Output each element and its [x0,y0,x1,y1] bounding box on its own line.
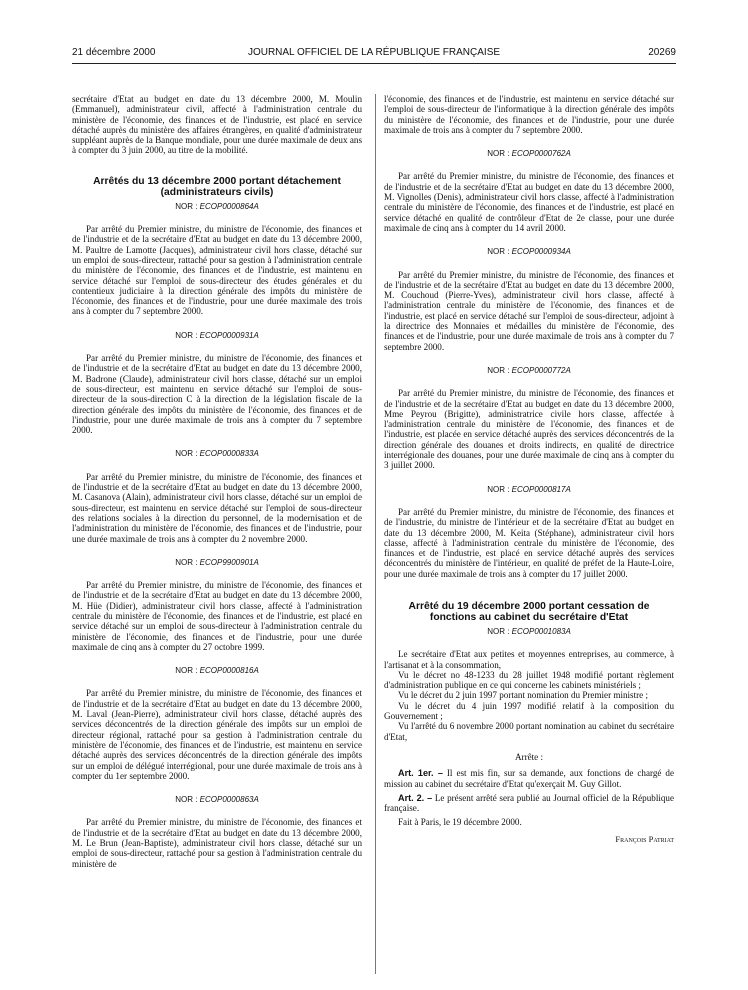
continued-paragraph: l'économie, des finances et de l'industrie, est maintenu en service détaché sur l'emploi de sous-directeur de l'informatique à la direction générale des impôts du ministère de l'économie, des finances et de l'industrie, pour une durée maximale de trois ans à compter du 7 septembre 2000. [384,94,674,135]
visa-paragraph: Vu le décret du 4 juin 1997 modifié relatif à la composition du Gouvernement ; [384,700,674,722]
section-title: Arrêté du 19 décembre 2000 portant cessation de fonctions au cabinet du secrétaire d'Etat [408,600,650,624]
left-column [72,94,362,869]
decree-paragraph: Par arrêté du Premier ministre, du ministre de l'économie, des finances et de l'industrie et de la secrétaire d'Etat au budget en date du 13 décembre 2000, M. Casanova (Alain), administrateur civil hors classe, détaché sur un emploi de sous-directeur, est maintenu en service détaché sur l'emploi de sous-directeur des relations sociales à la direction du personnel, de la modernisation et de l'administration du ministère de l'économie, des finances et de l'industrie, pour une durée maximale de trois ans à compter du 2 novembre 2000. [72,471,362,544]
decree-paragraph: Par arrêté du Premier ministre, du ministre de l'économie, des finances et de l'industrie et de la secrétaire d'Etat au budget en date du 13 décembre 2000, M. Hüe (Didier), administrateur civil hors classe, affecté à l'administration centrale du ministère de l'économie, des finances et de l'industrie, est placé en service détaché sur un emploi de sous-directeur à l'administration centrale du ministère de l'économie, des finances et de l'industrie, pour une durée maximale de cinq ans à compter du 27 octobre 1999. [72,580,362,652]
page-header [72,47,676,61]
section-title: Arrêtés du 13 décembre 2000 portant détachement (administrateurs civils) [93,175,341,199]
visa-paragraph: Vu l'arrêté du 6 novembre 2000 portant nomination au cabinet du secrétaire d'Etat, [384,721,674,742]
right-column [384,94,674,844]
continued-paragraph: secrétaire d'Etat au budget en date du 13 décembre 2000, M. Moulin (Emmanuel), administrateur civil, affecté à l'administration centrale du ministère de l'économie, des finances et de l'industrie, est placé en service détaché auprès du ministère des affaires étrangères, en qualité d'administrateur suppléant auprès de la Banque mondiale, pour une durée maximale de deux ans à compter du 3 juin 2000, au titre de la mobilité. [72,94,362,156]
decree-paragraph: Par arrêté du Premier ministre, du ministre de l'économie, des finances et de l'industrie et de la secrétaire d'Etat au budget en date du 13 décembre 2000, M. Le Brun (Jean-Baptiste), administrateur civil hors classe, détaché sur un emploi de sous-directeur, rattaché pour sa gestion à l'administration centrale du ministère de [72,817,362,869]
nor-reference: NOR : ECOP0000863A [175,795,259,805]
decree-paragraph: Par arrêté du Premier ministre, du ministre de l'économie, des finances et de l'industrie et de la secrétaire d'Etat au budget en date du 13 décembre 2000, M. Laval (Jean-Pierre), administrateur civil hors classe, détaché auprès des services déconcentrés de la direction générale des impôts sur un emploi de directeur régional, rattaché pour sa gestion à l'administration centrale du ministère de l'économie, des finances et de l'industrie, est maintenu en service détaché auprès des services déconcentrés de la direction générale des impôts sur un emploi de délégué interrégional, pour une durée maximale de trois ans à compter du 1er septembre 2000. [72,688,362,781]
article-1: Art. 1er. – Il est mis fin, sur sa demande, aux fonctions de chargé de mission au cabinet du secrétaire d'Etat qu'exerçait M. Guy Gillot. [384,768,675,789]
header-date: 21 décembre 2000 [72,47,156,58]
decree-paragraph: Par arrêté du Premier ministre, du ministre de l'économie, des finances et de l'industrie et de la secrétaire d'Etat au budget en date du 13 décembre 2000, Mme Peyrou (Brigitte), administratrice civile hors classe, affectée à l'administration centrale du ministère de l'économie, des finances et de l'industrie, est placée en service détaché auprès des services déconcentrés de la direction générale des douanes et droits indirects, en qualité de directrice interrégionale des douanes, pour une durée maximale de cinq ans à compter du 3 juillet 2000. [384,388,674,471]
nor-reference: NOR : ECOP0000772A [487,365,571,375]
nor-reference: NOR : ECOP0000864A [175,201,259,211]
nor-reference: NOR : ECOP0000833A [175,449,259,459]
nor-reference: NOR : ECOP0000762A [487,149,571,159]
nor-reference: NOR : ECOP0000817A [487,484,571,494]
visa-paragraph: Vu le décret du 2 juin 1997 portant nomination du Premier ministre ; [398,690,648,701]
decree-paragraph: Par arrêté du Premier ministre, du ministre de l'économie, des finances et de l'industrie et de la secrétaire d'Etat au budget en date du 13 décembre 2000, M. Couchoud (Pierre-Yves), administrateur civil hors classe, affecté à l'administration centrale du ministère de l'économie, des finances et de l'industrie, est placé en service détaché sur l'emploi de sous-directeur, adjoint à la directrice des Monnaies et médailles du ministère de l'économie, des finances et de l'industrie, pour une durée maximale de trois ans à compter du 7 septembre 2000. [384,269,674,352]
visa-paragraph: Vu le décret no 48-1233 du 28 juillet 1948 modifié portant règlement d'administration publique en ce qui concerne les cabinets ministériels ; [384,669,674,691]
nor-reference: NOR : ECOP0000931A [175,330,259,340]
preamble-paragraph: Le secrétaire d'Etat aux petites et moyennes entreprises, au commerce, à l'artisanat et à la consommation, [384,649,674,670]
signature-date: Fait à Paris, le 19 décembre 2000. [398,817,522,828]
header-rule [72,63,676,64]
nor-reference: NOR : ECOP0000816A [175,666,259,676]
article-2: Art. 2. – Le présent arrêté sera publié au Journal officiel de la République française. [384,792,674,814]
arrete-label: Arrête : [514,751,544,762]
decree-paragraph: Par arrêté du Premier ministre, du ministre de l'économie, des finances et de l'industrie et de la secrétaire d'Etat au budget en date du 13 décembre 2000, M. Vignolles (Denis), administrateur civil hors classe, affecté à l'administration centrale du ministère de l'économie, des finances et de l'industrie, est placé en service détaché en qualité de contrôleur d'Etat de 2e classe, pour une durée maximale de cinq ans à compter du 14 avril 2000. [384,171,674,233]
decree-paragraph: Par arrêté du Premier ministre, du ministre de l'économie, des finances et de l'industrie et de la secrétaire d'Etat au budget en date du 13 décembre 2000, M. Badrone (Claude), administrateur civil hors classe, détaché sur un emploi de sous-directeur, est maintenu en service détaché sur l'emploi de sous-directeur de la sous-direction C à la direction de la législation fiscale de la direction générale des impôts du ministère de l'économie, des finances et de l'industrie, pour une durée maximale de trois ans à compter du 7 septembre 2000. [72,353,362,436]
decree-paragraph: Par arrêté du Premier ministre, du ministre de l'économie, des finances et de l'industrie et de la secrétaire d'Etat au budget en date du 13 décembre 2000, M. Paultre de Lamotte (Jacques), administrateur civil hors classe, détaché sur un emploi de sous-directeur, rattaché pour sa gestion à l'administration centrale du ministère de l'économie, des finances et de l'industrie, est maintenu en service détaché sur l'emploi de sous-directeur des études générales et du contentieux judiciaire à la direction générale des impôts du ministère de l'économie, des finances et de l'industrie, pour une durée maximale des trois ans à compter du 7 septembre 2000. [72,224,362,317]
nor-reference: NOR : ECOP0001083A [487,626,571,636]
decree-paragraph: Par arrêté du Premier ministre, du ministre de l'économie, des finances et de l'industrie, du ministre de l'intérieur et de la secrétaire d'Etat au budget en date du 13 décembre 2000, M. Keita (Stéphane), administrateur civil hors classe, affecté à l'administration centrale du ministère de l'économie, des finances et de l'industrie, est placé en service détaché auprès des services déconcentrés du ministère de l'intérieur, en qualité de préfet de la Haute-Loire, pour une durée maximale de trois ans à compter du 17 juillet 2000. [384,506,674,579]
header-journal-title: JOURNAL OFFICIEL DE LA RÉPUBLIQUE FRANÇAISE [247,47,501,58]
signatory-name: François Patriat [615,833,674,844]
header-page-number: 20269 [648,47,676,58]
column-divider [375,94,376,974]
nor-reference: NOR : ECOP9900901A [175,557,259,567]
nor-reference: NOR : ECOP0000934A [487,247,571,257]
